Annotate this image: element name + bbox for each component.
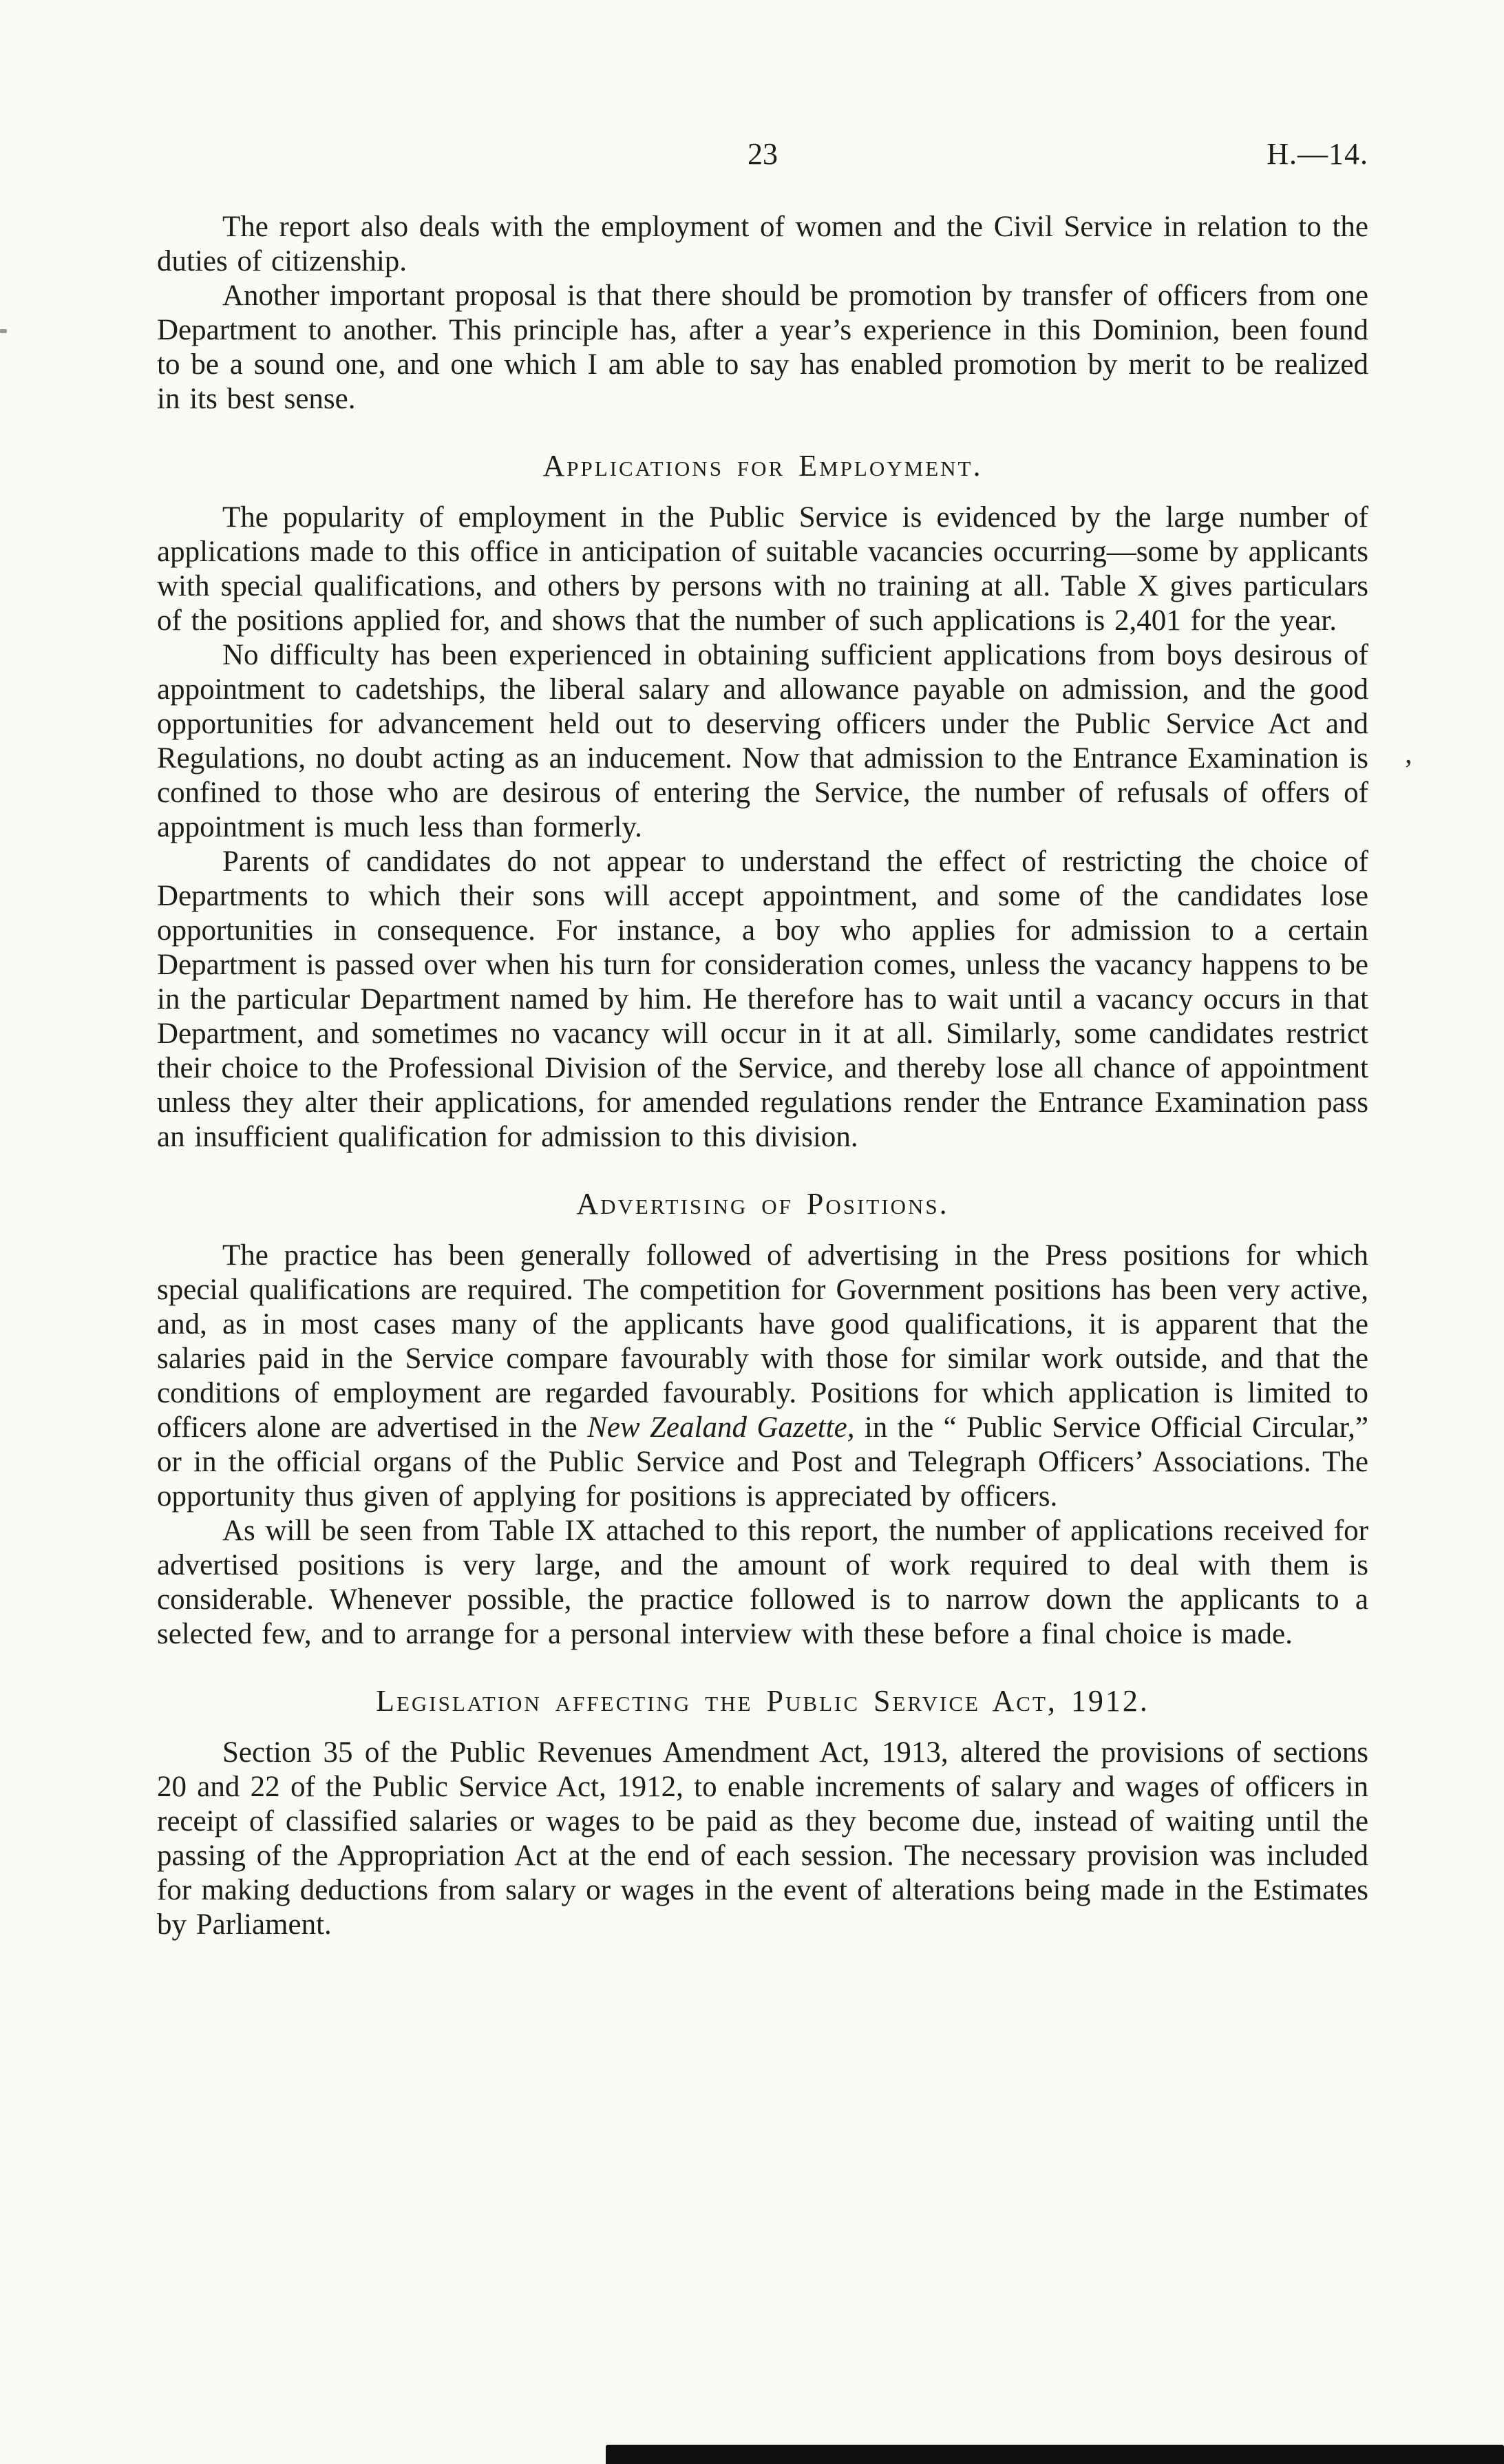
paragraph-advertising-2: As will be seen from Table IX attached to this report, the number of applications received for advertised positions is very large, and the amount of work required to deal with them is considerable. Whenever possible, the practice followed is to narrow down the applicants to a selected few, and to arrange for a personal interview with these before a final choice is made. <box>157 1515 1368 1650</box>
scan-edge-black-bar <box>606 2445 1504 2464</box>
section-heading-advertising: Advertising of Positions. <box>576 1187 949 1221</box>
paragraph-applications-1: The popularity of employment in the Public Service is evidenced by the large number of applications made to this office in anticipation of suitable vacancies occurring—some by applicants with special qualifications, and others by persons with no training at all. Table X gives particulars of the positions applied for, and shows that the number of such applications is 2,401 for the year. <box>157 501 1368 637</box>
page-header <box>157 136 1368 175</box>
paragraph-intro-1: The report also deals with the employment of women and the Civil Service in relation to the duties of citizenship. <box>157 211 1368 277</box>
document-body <box>157 210 1368 1942</box>
page-number: 23 <box>748 137 778 171</box>
scan-artifact-mark: ’ <box>1404 755 1413 786</box>
gazette-title-italic: New Zealand Gazette, <box>587 1411 855 1444</box>
paragraph-legislation-1: Section 35 of the Public Revenues Amendment Act, 1913, altered the provisions of sections 20 and 22 of the Public Service Act, 1912, to enable increments of salary and wages of officers in receipt of classified salaries or wages to be paid as they become due, instead of waiting until the passing of the Appropriation Act at the end of each session. The necessary provision was included for making deductions from salary or wages in the event of alterations being made in the Estimates by Parliament. <box>157 1736 1368 1941</box>
paragraph-applications-3: Parents of candidates do not appear to understand the effect of restricting the choice of Departments to which their sons will accept appointment, and some of the candidates lose opportunities in consequence. For instance, a boy who applies for admission to a certain Department is passed over when his turn for consideration comes, unless the vacancy happens to be in the particular Department named by him. He therefore has to wait until a vacancy occurs in that Department, and sometimes no vacancy will occur in it at all. Similarly, some candidates restrict their choice to the Professional Division of the Service, and thereby lose all chance of appointment unless they alter their applications, for amended regulations render the Entrance Examination pass an insufficient qualification for admission to this division. <box>157 845 1368 1153</box>
scan-speck-left-edge <box>0 329 7 333</box>
document-reference: H.—14. <box>1267 137 1368 171</box>
paragraph-applications-2: No difficulty has been experienced in obtaining sufficient applications from boys desirous of appointment to cadetships, the liberal salary and allowance payable on admission, and the good opportunities for advancement held out to deserving officers under the Public Service Act and Regulations, no doubt acting as an inducement. Now that admission to the Entrance Examination is confined to those who are desirous of entering the Service, the number of refusals of offers of appointment is much less than formerly. <box>157 639 1368 843</box>
paragraph-advertising-1 <box>157 1239 1368 1514</box>
paragraph-intro-2: Another important proposal is that there should be promotion by transfer of officers from one Department to another. This principle has, after a year’s experience in this Dominion, been found to be a sound one, and one which I am able to say has enabled promotion by merit to be realized in its best sense. <box>157 280 1368 415</box>
paragraph-text-after: in the “ Public Service Official Circular,” or in the official organs of the Public Service and Post and Telegraph Officers’ Associations. The opportunity thus given of applying for positions is appreciated by officers. <box>157 1411 1368 1513</box>
section-heading-applications: Applications for Employment. <box>542 449 983 483</box>
section-heading-legislation: Legislation affecting the Public Service Act, 1912. <box>376 1684 1150 1718</box>
paragraph-text-before: The practice has been generally followed of advertising in the Press positions for which special qualifications are required. The competition for Government positions has been very active, and, as in most cases many of the applicants have good qualifications, it is apparent that the salaries paid in the Service compare favourably with those for similar work outside, and that the conditions of employment are regarded favourably. Positions for which application is limited to officers alone are advertised in the <box>157 1239 1368 1444</box>
